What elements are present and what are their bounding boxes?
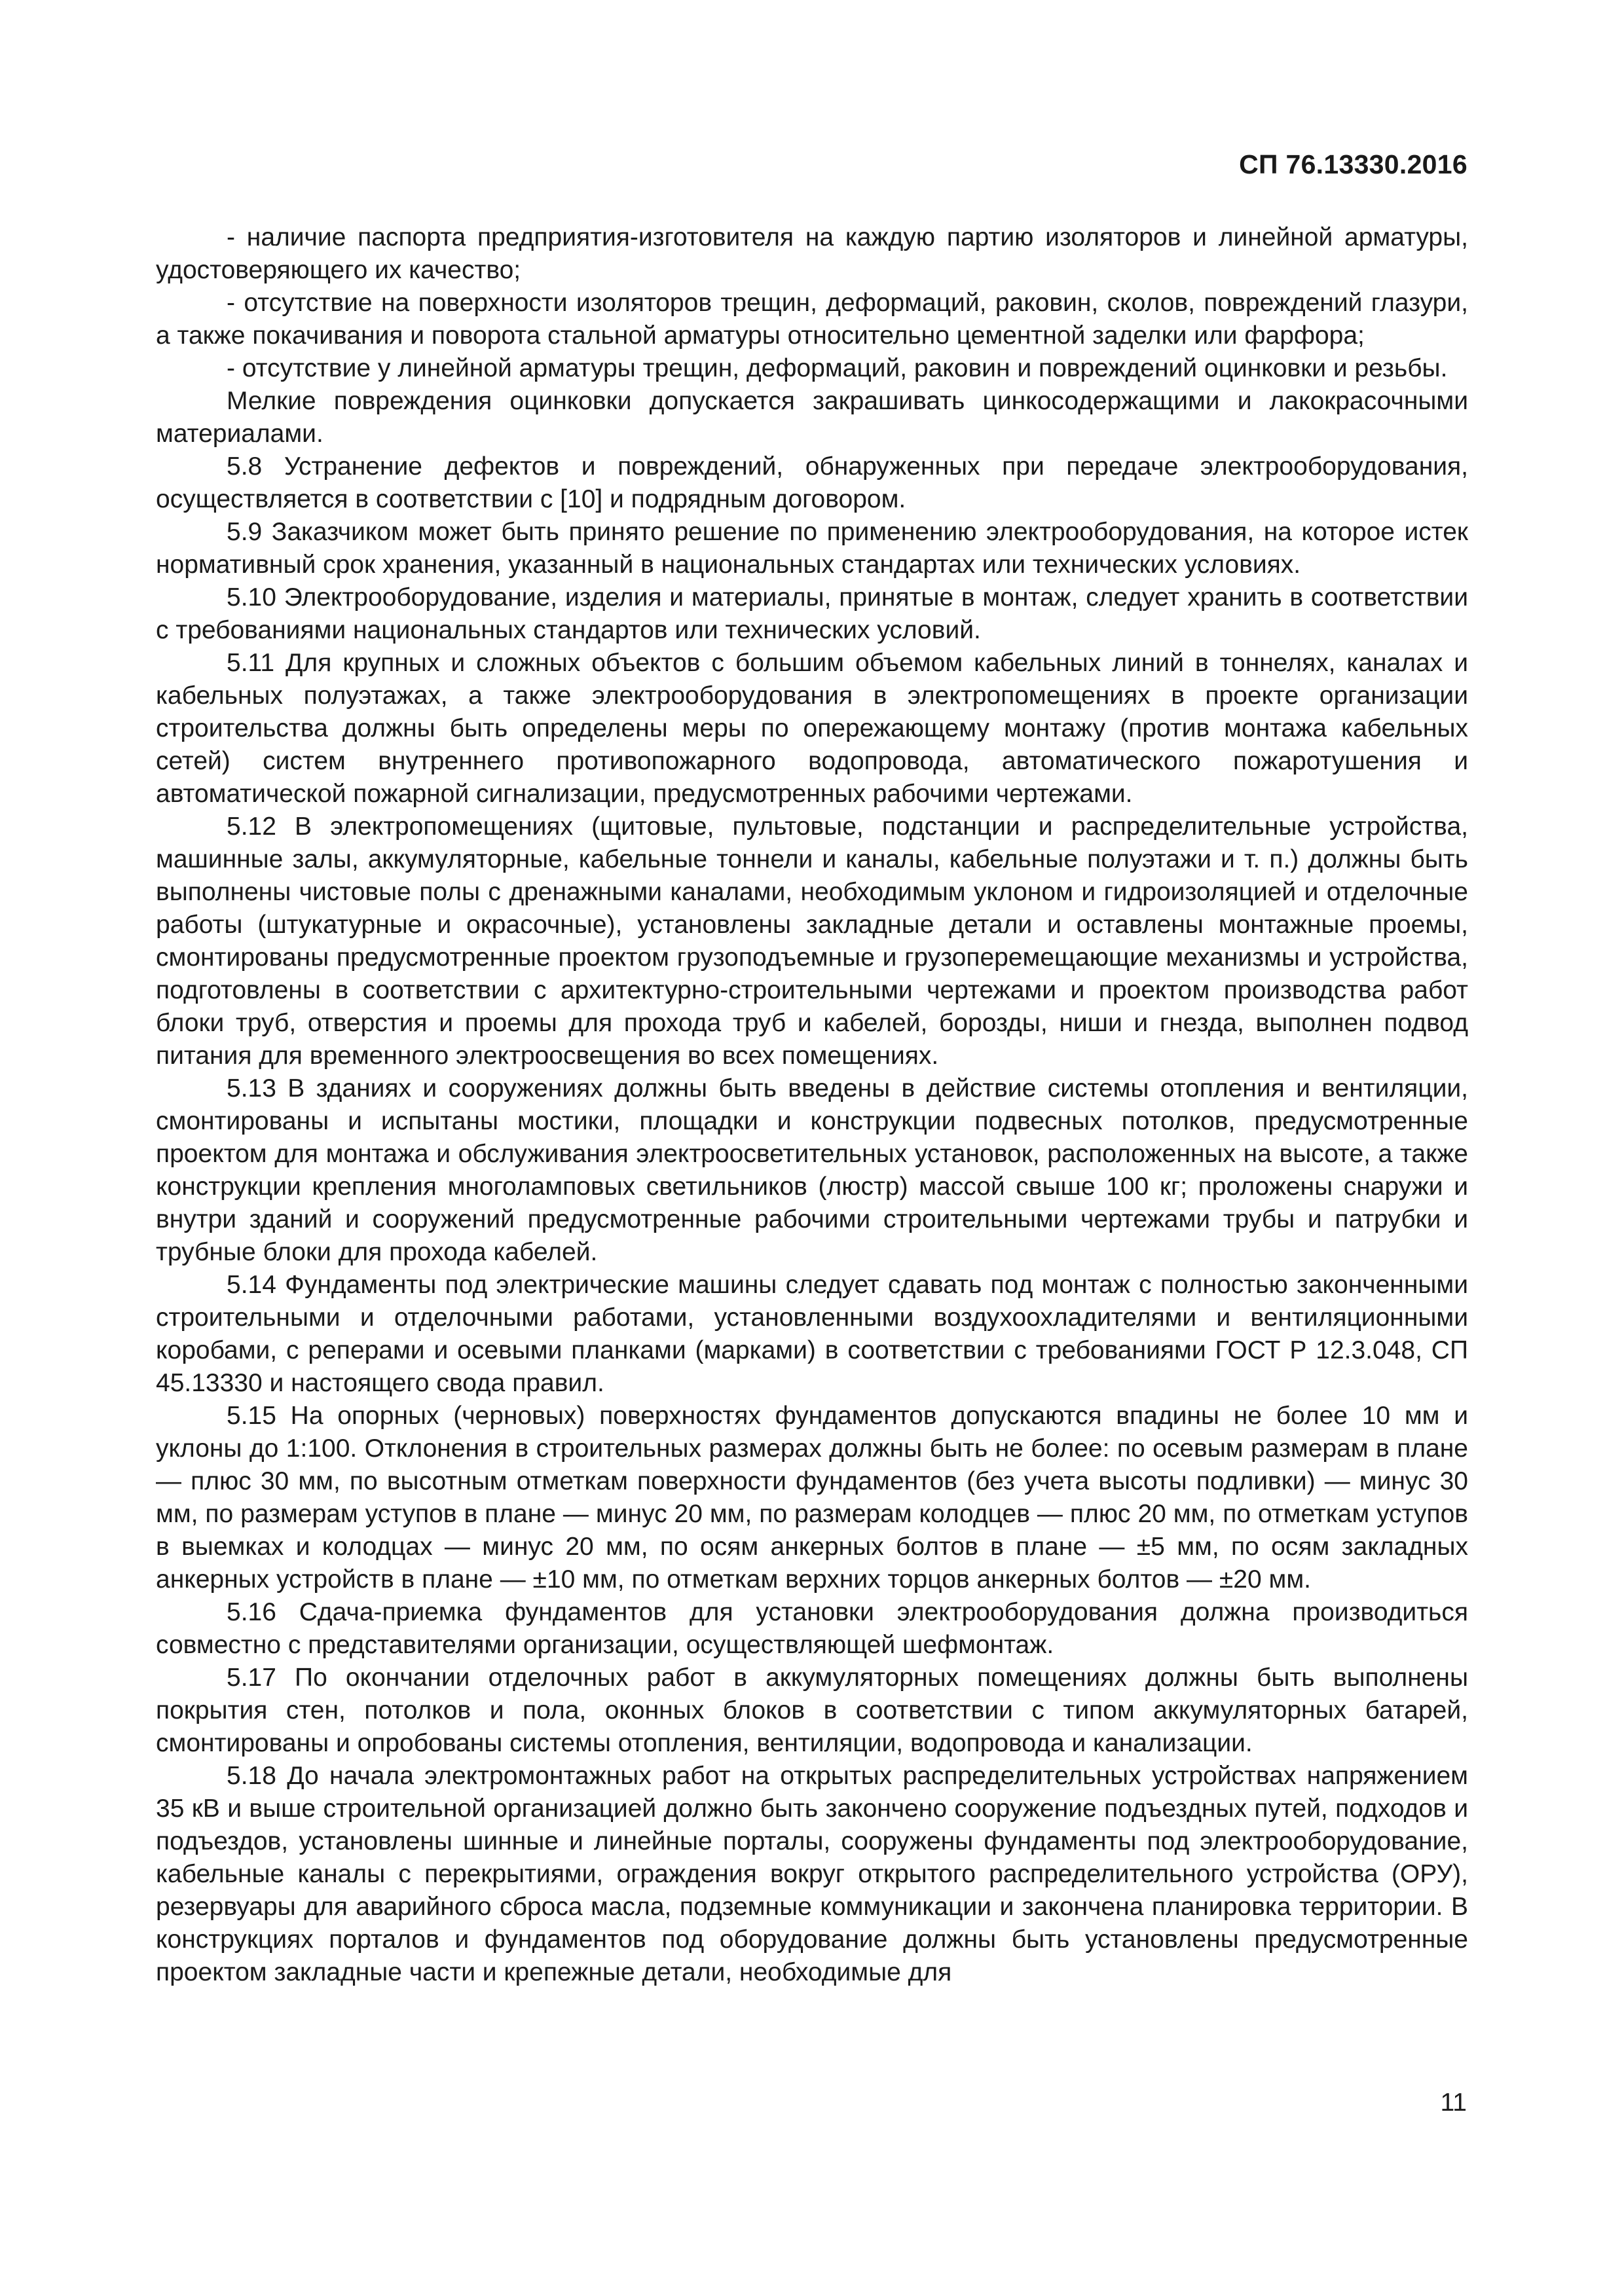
paragraph-5-18: 5.18 До начала электромонтажных работ на открытых распределительных устройствах напряжением 35 кВ и выше строительной организацией должно быть закончено сооружение подъездных путей, подходов и подъездов, установлены шинные и линейные порталы, сооружены фундаменты под электрооборудование, кабельные каналы с перекрытиями, ограждения вокруг открытого распределительного устройства (ОРУ), резервуары для аварийного сброса масла, подземные коммуникации и закончена планировка территории. В конструкциях порталов и фундаментов под оборудование должны быть установлены предусмотренные проектом закладные части и крепежные детали, необходимые для bbox=[156, 1762, 1468, 1986]
paragraph-5-12: 5.12 В электропомещениях (щитовые, пультовые, подстанции и распределительные устройства, машинные залы, аккумуляторные, кабельные тоннели и каналы, кабельные полуэтажи и т. п.) должны быть выполнены чистовые полы с дренажными каналами, необходимым уклоном и гидроизоляцией и отделочные работы (штукатурные и окрасочные), установлены закладные детали и оставлены монтажные проемы, смонтированы предусмотренные проектом грузоподъемные и грузоперемещающие механизмы и устройства, подготовлены в соответствии с архитектурно-строительными чертежами и проектом производства работ блоки труб, отверстия и проемы для прохода труб и кабелей, борозды, ниши и гнезда, выполнен подвод питания для временного электроосвещения во всех помещениях. bbox=[156, 812, 1468, 1070]
paragraph-5-13: 5.13 В зданиях и сооружениях должны быть введены в действие системы отопления и вентиляции, смонтированы и испытаны мостики, площадки и конструкции подвесных потолков, предусмотренные проектом для монтажа и обслуживания электроосветительных установок, расположенных на высоте, а также конструкции крепления многоламповых светильников (люстр) массой свыше 100 кг; проложены снаружи и внутри зданий и сооружений предусмотренные рабочими строительными чертежами трубы и патрубки и трубные блоки для прохода кабелей. bbox=[156, 1074, 1468, 1266]
paragraph-insulator-defects: - отсутствие на поверхности изоляторов трещин, деформаций, раковин, сколов, повреждений глазури, а также покачивания и поворота стальной арматуры относительно цементной заделки или фарфора; bbox=[156, 289, 1468, 350]
page-number: 11 bbox=[1440, 2088, 1467, 2117]
paragraph-5-15: 5.15 На опорных (черновых) поверхностях фундаментов допускаются впадины не более 10 мм и уклоны до 1:100. Отклонения в строительных размерах должны быть не более: по осевым размерам в плане — плюс 30 мм, по высотным отметкам поверхности фундаментов (без учета высоты подливки) — минус 30 мм, по размерам уступов в плане — минус 20 мм, по размерам колодцев — плюс 20 мм, по отметкам уступов в выемках и колодцах — минус 20 мм, по осям анкерных болтов в плане — ±5 мм, по осям закладных анкерных устройств в плане — ±10 мм, по отметкам верхних торцов анкерных болтов — ±20 мм. bbox=[156, 1402, 1468, 1594]
paragraph-5-9: 5.9 Заказчиком может быть принято решение по применению электрооборудования, на которое истек нормативный срок хранения, указанный в национальных стандартах или технических условиях. bbox=[156, 518, 1468, 579]
paragraph-5-14: 5.14 Фундаменты под электрические машины следует сдавать под монтаж с полностью законченными строительными и отделочными работами, установленными воздухоохладителями и вентиляционными коробами, с реперами и осевыми планками (марками) в соответствии с требованиями ГОСТ Р 12.3.048, СП 45.13330 и настоящего свода правил. bbox=[156, 1271, 1468, 1397]
paragraph-5-10: 5.10 Электрооборудование, изделия и материалы, принятые в монтаж, следует хранить в соответствии с требованиями национальных стандартов или технических условий. bbox=[156, 583, 1468, 644]
paragraph-fitting-defects: - отсутствие у линейной арматуры трещин, деформаций, раковин и повреждений оцинковки и резьбы. bbox=[227, 354, 1448, 382]
paragraph-5-16: 5.16 Сдача-приемка фундаментов для установки электрооборудования должна производиться совместно с представителями организации, осуществляющей шефмонтаж. bbox=[156, 1598, 1468, 1659]
paragraph-5-17: 5.17 По окончании отделочных работ в аккумуляторных помещениях должны быть выполнены покрытия стен, потолков и пола, оконных блоков в соответствии с типом аккумуляторных батарей, смонтированы и опробованы системы отопления, вентиляции, водопровода и канализации. bbox=[156, 1664, 1468, 1757]
document-code: СП 76.13330.2016 bbox=[1239, 149, 1467, 179]
paragraph-minor-damage: Мелкие повреждения оцинковки допускается закрашивать цинкосодержащими и лакокрасочными материалами. bbox=[156, 387, 1468, 448]
paragraph-5-11: 5.11 Для крупных и сложных объектов с большим объемом кабельных линий в тоннелях, каналах и кабельных полуэтажах, а также электрооборудования в электропомещениях в проекте организации строительства должны быть определены меры по опережающему монтажу (против монтажа кабельных сетей) систем внутреннего противопожарного водопровода, автоматического пожаротушения и автоматической пожарной сигнализации, предусмотренных рабочими чертежами. bbox=[156, 649, 1468, 808]
paragraph-5-8: 5.8 Устранение дефектов и повреждений, обнаруженных при передаче электрооборудования, осуществляется в соответствии с [10] и подрядным договором. bbox=[156, 452, 1468, 513]
document-body bbox=[156, 221, 1468, 1989]
paragraph-passport: - наличие паспорта предприятия-изготовителя на каждую партию изоляторов и линейной арматуры, удостоверяющего их качество; bbox=[156, 223, 1468, 284]
